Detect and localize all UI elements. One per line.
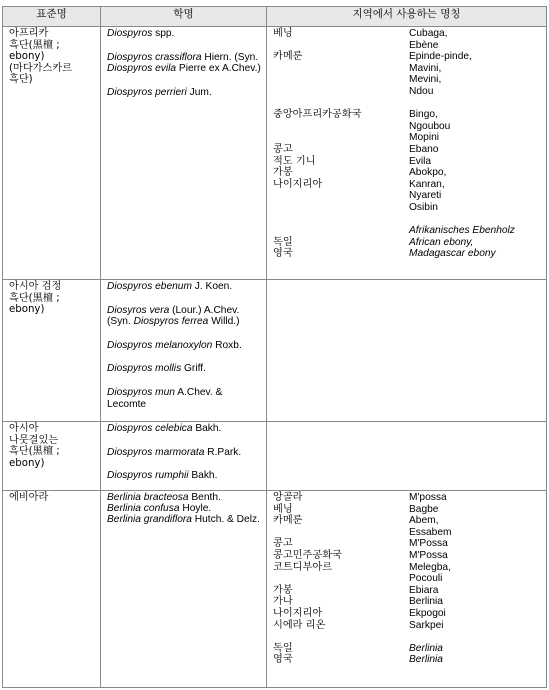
local-names-cell	[267, 27, 547, 280]
standard-name-line: ebony)	[9, 51, 45, 63]
taxon-name: Diospyros	[107, 28, 153, 39]
author-text: Bakh.	[192, 423, 222, 434]
taxon-name: Diospyros ebenum	[107, 281, 192, 292]
local-name-list	[409, 28, 542, 51]
local-name-list	[409, 585, 542, 597]
local-name-entry	[273, 237, 542, 249]
scientific-name	[107, 305, 262, 328]
scientific-name	[107, 492, 262, 503]
local-name-list	[409, 562, 542, 585]
local-names-cell	[267, 422, 547, 491]
taxon-name: Diospyros ferrea	[133, 316, 209, 328]
standard-name-line: ebony)	[9, 304, 45, 316]
local-name: Ekpogoi	[409, 607, 446, 619]
scientific-name	[107, 423, 262, 435]
local-name-entry	[273, 167, 542, 179]
local-name: Cubaga,	[409, 28, 448, 39]
author-text: Hutch. & Delz.	[191, 514, 260, 526]
header-scientific-name: 학명	[101, 7, 267, 27]
local-name: Berlinia	[409, 596, 443, 608]
local-name-list	[409, 492, 542, 504]
local-name: Evila	[409, 155, 432, 167]
local-name-entry	[273, 109, 542, 144]
taxon-name: Diosyros vera	[107, 304, 170, 316]
author-text: Willd.)	[208, 316, 240, 328]
standard-name-line: 아프리카	[9, 28, 49, 39]
local-name-list	[409, 596, 542, 608]
local-name-entry	[273, 550, 542, 562]
standard-name-line: 나뭇결있는	[9, 434, 59, 446]
author-text: A.Chev. & Lecomte	[107, 386, 223, 410]
taxon-name: Diospyros mollis	[107, 363, 182, 375]
table-row	[3, 280, 547, 422]
region-label: 독일	[273, 236, 293, 248]
local-name-list	[409, 550, 542, 562]
author-text: Hiern. (Syn.	[201, 51, 259, 63]
local-name-list	[409, 179, 542, 214]
standard-name-line: 흑단(黑檀 ;	[9, 446, 60, 458]
region-label: 나이지리아	[273, 607, 323, 619]
author-text: R.Park.	[204, 446, 242, 458]
author-text: (Lour.) A.Chev. (Syn.	[107, 304, 240, 328]
local-name: M'Possa	[409, 538, 448, 550]
local-name-entry	[273, 620, 542, 632]
local-name-list	[409, 504, 542, 516]
table-row	[3, 491, 547, 688]
local-name: African ebony,	[409, 236, 474, 248]
local-name: Madagascar ebony	[409, 248, 496, 260]
region-label: 콩고	[273, 538, 293, 550]
local-name-list	[409, 608, 542, 620]
local-name: Mavini,	[409, 62, 442, 74]
local-name-list	[409, 109, 542, 144]
scientific-name	[107, 514, 262, 525]
region-label: 가봉	[273, 167, 293, 179]
local-name-list	[409, 225, 542, 237]
local-name: Melegba,	[409, 561, 451, 573]
region-label: 콩고	[273, 143, 293, 155]
scientific-name-cell	[101, 27, 267, 280]
author-text: Griff.	[181, 363, 206, 375]
scientific-name	[107, 470, 262, 482]
standard-name-line: 아시아 검정	[9, 281, 62, 292]
local-name: Sarkpei	[409, 619, 444, 631]
standard-name-line: 흑단(黑檀 ;	[9, 39, 60, 51]
local-name: Bingo,	[409, 109, 438, 121]
local-name: Mevini,	[409, 74, 442, 86]
table-row	[3, 27, 547, 280]
taxon-name: Berlinia grandiflora	[107, 514, 192, 526]
local-name-list	[409, 620, 542, 632]
region-label: 앙골라	[273, 492, 303, 503]
local-name-entry	[273, 225, 542, 237]
region-label: 카메룬	[273, 51, 303, 63]
local-name: Afrikanisches Ebenholz	[409, 225, 515, 237]
scientific-name	[107, 52, 262, 75]
local-name-list	[409, 156, 542, 168]
region-label: 영국	[273, 654, 293, 666]
taxon-name: Berlinia bracteosa	[107, 492, 189, 503]
scientific-name	[107, 503, 262, 514]
scientific-name	[107, 87, 262, 99]
header-standard-name: 표준명	[3, 7, 101, 27]
standard-name-line: 흑단(黑檀 ;	[9, 292, 60, 304]
local-name: Osibin	[409, 201, 438, 213]
local-name-entry	[273, 179, 542, 214]
taxon-name: Diospyros marmorata	[107, 446, 205, 458]
author-text: Pierre ex A.Chev.)	[176, 63, 261, 75]
local-name-entry	[273, 585, 542, 597]
local-name-entry	[273, 515, 542, 538]
local-name: Mopini	[409, 132, 440, 144]
local-name: Pocouli	[409, 573, 443, 585]
standard-name-line: 흑단)	[9, 74, 33, 86]
standard-name-line: (마다가스카르	[9, 62, 73, 74]
local-name-entry	[273, 28, 542, 51]
scientific-name-cell	[101, 491, 267, 688]
taxon-name: Berlinia confusa	[107, 503, 180, 515]
local-name-entry	[273, 156, 542, 168]
taxon-name: Diospyros mun	[107, 386, 175, 398]
local-name-list	[409, 167, 542, 179]
local-name-entry	[273, 51, 542, 97]
local-name-entry	[273, 562, 542, 585]
taxon-name: Diospyros crassiflora	[107, 51, 202, 63]
taxon-name: Diospyros rumphii	[107, 470, 189, 482]
region-label: 가나	[273, 596, 293, 608]
local-name-entry	[273, 654, 542, 666]
author-text: Hoyle.	[179, 503, 212, 515]
local-name-entry	[273, 608, 542, 620]
local-name: Ngoubou	[409, 120, 451, 132]
local-names-cell	[267, 280, 547, 422]
scientific-name	[107, 281, 262, 293]
local-name-entry	[273, 538, 542, 550]
local-name-list	[409, 248, 542, 260]
local-name-list	[409, 515, 542, 538]
scientific-name	[107, 447, 262, 459]
region-label: 시에라 리온	[273, 619, 326, 631]
region-label: 베닝	[273, 503, 293, 515]
standard-name-cell	[3, 27, 101, 280]
author-text: Jum.	[186, 86, 212, 98]
local-name-entry	[273, 492, 542, 504]
header-row	[3, 7, 547, 27]
standard-name-line: ebony)	[9, 457, 45, 469]
local-name: Berlinia	[409, 654, 443, 666]
local-name: Epinde-pinde,	[409, 51, 472, 63]
local-name-list	[409, 237, 542, 249]
scientific-name	[107, 340, 262, 352]
taxon-name: Diospyros evila	[107, 63, 177, 75]
region-label	[273, 225, 409, 237]
local-name-list	[409, 51, 542, 97]
standard-name-line: 에비아라	[9, 492, 49, 503]
local-name-list	[409, 538, 542, 550]
standard-name-cell	[3, 422, 101, 491]
region-label: 적도 기니	[273, 155, 316, 167]
region-label: 베닝	[273, 28, 293, 39]
local-name-list	[409, 643, 542, 655]
scientific-name-cell	[101, 422, 267, 491]
scientific-name	[107, 28, 262, 40]
standard-name-cell	[3, 280, 101, 422]
scientific-name	[107, 363, 262, 375]
local-name: Ebiara	[409, 584, 439, 596]
local-names-cell	[267, 491, 547, 688]
region-label: 영국	[273, 248, 293, 260]
scientific-name	[107, 387, 262, 410]
taxon-name: Diospyros perrieri	[107, 86, 187, 98]
standard-name-cell	[3, 491, 101, 688]
region-label: 카메룬	[273, 515, 303, 527]
local-name: Abem,	[409, 515, 439, 527]
local-name: M'possa	[409, 492, 447, 503]
standard-name-line: 아시아	[9, 423, 39, 434]
local-name: Ebano	[409, 143, 439, 155]
region-label: 독일	[273, 642, 293, 654]
author-text: Roxb.	[212, 339, 242, 351]
local-name-list	[409, 144, 542, 156]
local-name-entry	[273, 248, 542, 260]
local-name: Ebène	[409, 39, 439, 51]
author-text: J. Koen.	[191, 281, 233, 292]
taxon-name: Diospyros celebica	[107, 423, 193, 434]
local-name-list	[409, 654, 542, 666]
taxon-name: Diospyros melanoxylon	[107, 339, 213, 351]
region-label: 가봉	[273, 584, 293, 596]
local-name: Kanran,	[409, 178, 445, 190]
local-name: Ndou	[409, 85, 434, 97]
local-name: Berlinia	[409, 642, 443, 654]
local-name-entry	[273, 643, 542, 655]
region-label: 콩고민주공화국	[273, 549, 342, 561]
header-local-names: 지역에서 사용하는 명칭	[267, 7, 547, 27]
author-text: spp.	[152, 28, 175, 39]
region-label: 코트디부아르	[273, 561, 333, 573]
local-name: M'Possa	[409, 549, 448, 561]
scientific-name-cell	[101, 280, 267, 422]
table-row	[3, 422, 547, 491]
local-name: Essabem	[409, 526, 452, 538]
author-text: Bakh.	[188, 470, 218, 482]
local-name-entry	[273, 504, 542, 516]
author-text: Benth.	[188, 492, 221, 503]
local-name: Abokpo,	[409, 167, 447, 179]
region-label: 중앙아프리카공화국	[273, 109, 362, 121]
local-name-entry	[273, 144, 542, 156]
wood-names-table	[2, 6, 547, 688]
region-label: 나이지리아	[273, 178, 323, 190]
local-name: Nyareti	[409, 190, 442, 202]
local-name: Bagbe	[409, 503, 439, 515]
local-name-entry	[273, 596, 542, 608]
